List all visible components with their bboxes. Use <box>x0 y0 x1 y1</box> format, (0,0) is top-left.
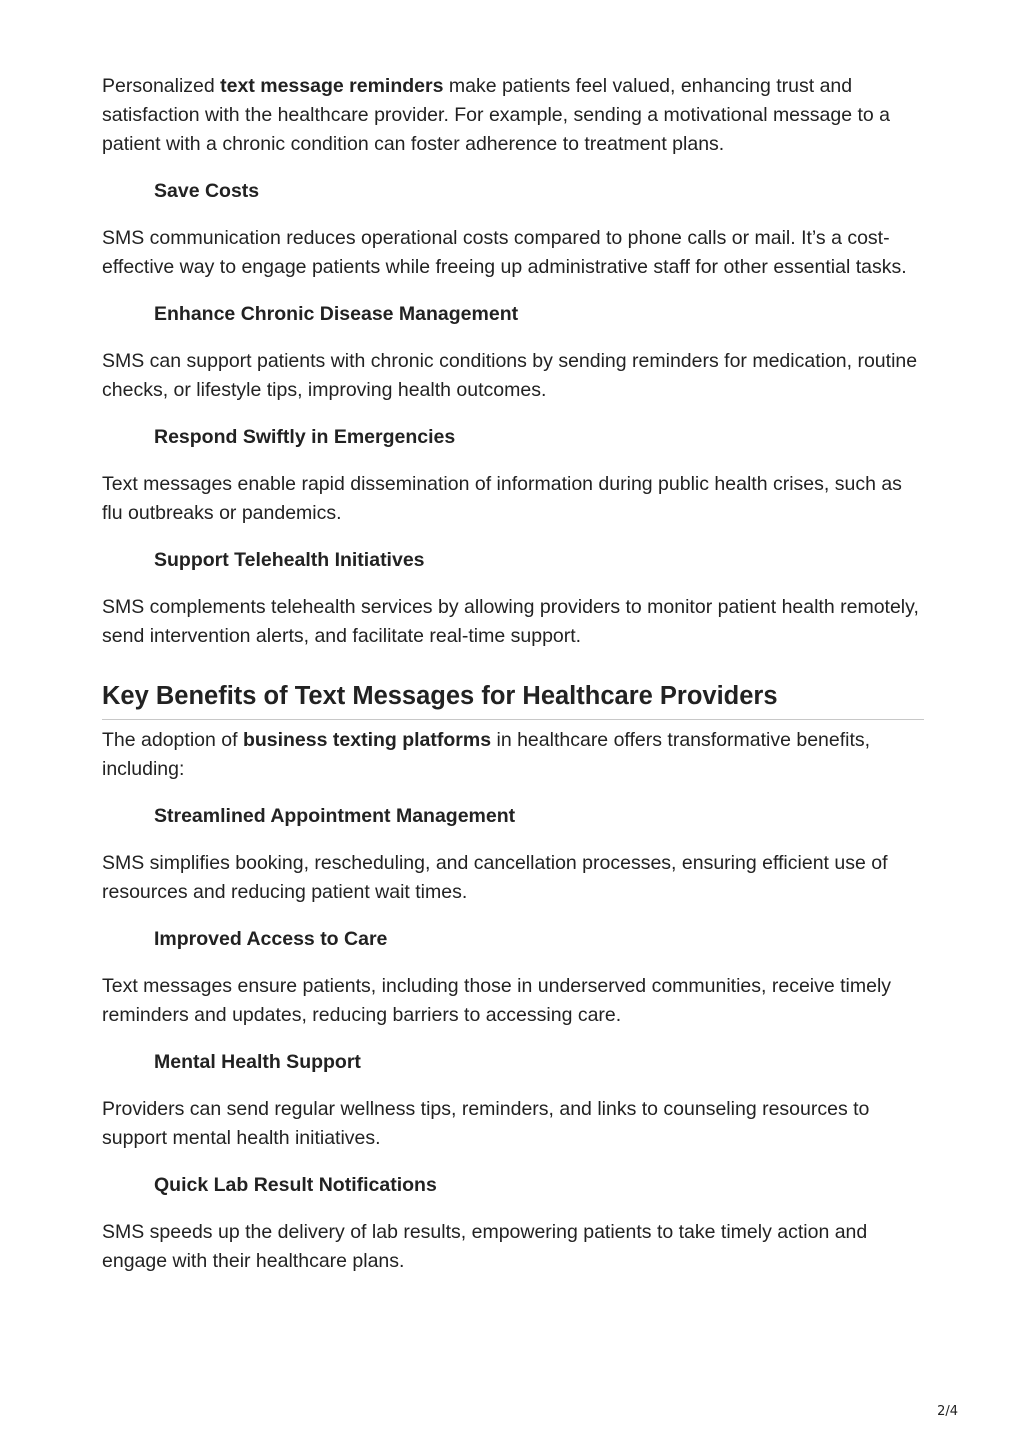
paragraph-access-to-care: Text messages ensure patients, including those in underserved communities, receive timely reminders and updates, reducing barriers to accessing care. <box>102 975 892 1026</box>
lead-prefix: The adoption of <box>102 729 243 751</box>
subheading-access-to-care: Improved Access to Care <box>154 928 388 950</box>
subheading-telehealth: Support Telehealth Initiatives <box>154 549 425 571</box>
intro-suffix: make patients feel valued, enhancing trust and satisfaction with the healthcare provider. For example, sending a motivational message to a patient with a chronic condition can foster adherence to treatment plans. <box>102 75 891 155</box>
paragraph-emergencies: Text messages enable rapid dissemination of information during public health crises, such as flu outbreaks or pandemics. <box>102 473 902 524</box>
subheading-appointment-management: Streamlined Appointment Management <box>154 805 516 827</box>
section-lead-paragraph <box>102 726 924 784</box>
section-title: Key Benefits of Text Messages for Healthcare Providers <box>102 679 924 720</box>
intro-paragraph <box>102 72 924 159</box>
paragraph-lab-results: SMS speeds up the delivery of lab results, empowering patients to take timely action and engage with their healthcare plans. <box>102 1221 868 1272</box>
paragraph-mental-health: Providers can send regular wellness tips, reminders, and links to counseling resources to support mental health initiatives. <box>102 1098 870 1149</box>
paragraph-save-costs: SMS communication reduces operational costs compared to phone calls or mail. It’s a cost-effective way to engage patients while freeing up administrative staff for other essential tasks. <box>102 227 907 278</box>
document-page <box>102 72 924 1294</box>
paragraph-chronic-disease: SMS can support patients with chronic conditions by sending reminders for medication, routine checks, or lifestyle tips, improving health outcomes. <box>102 350 918 401</box>
paragraph-appointment-management: SMS simplifies booking, rescheduling, and cancellation processes, ensuring efficient use of resources and reducing patient wait times. <box>102 852 888 903</box>
paragraph-telehealth: SMS complements telehealth services by allowing providers to monitor patient health remotely, send intervention alerts, and facilitate real-time support. <box>102 596 919 647</box>
lead-bold: business texting platforms <box>242 729 492 751</box>
subheading-emergencies: Respond Swiftly in Emergencies <box>154 426 456 448</box>
subheading-chronic-disease: Enhance Chronic Disease Management <box>154 303 519 325</box>
subheading-save-costs: Save Costs <box>154 180 260 202</box>
page-number: 2/4 <box>937 1404 958 1419</box>
intro-prefix: Personalized <box>102 75 221 97</box>
subheading-lab-results: Quick Lab Result Notifications <box>154 1174 437 1196</box>
lead-suffix: in healthcare offers transformative benefits, including: <box>102 729 871 780</box>
subheading-mental-health: Mental Health Support <box>154 1051 361 1073</box>
intro-bold: text message reminders <box>220 75 444 97</box>
